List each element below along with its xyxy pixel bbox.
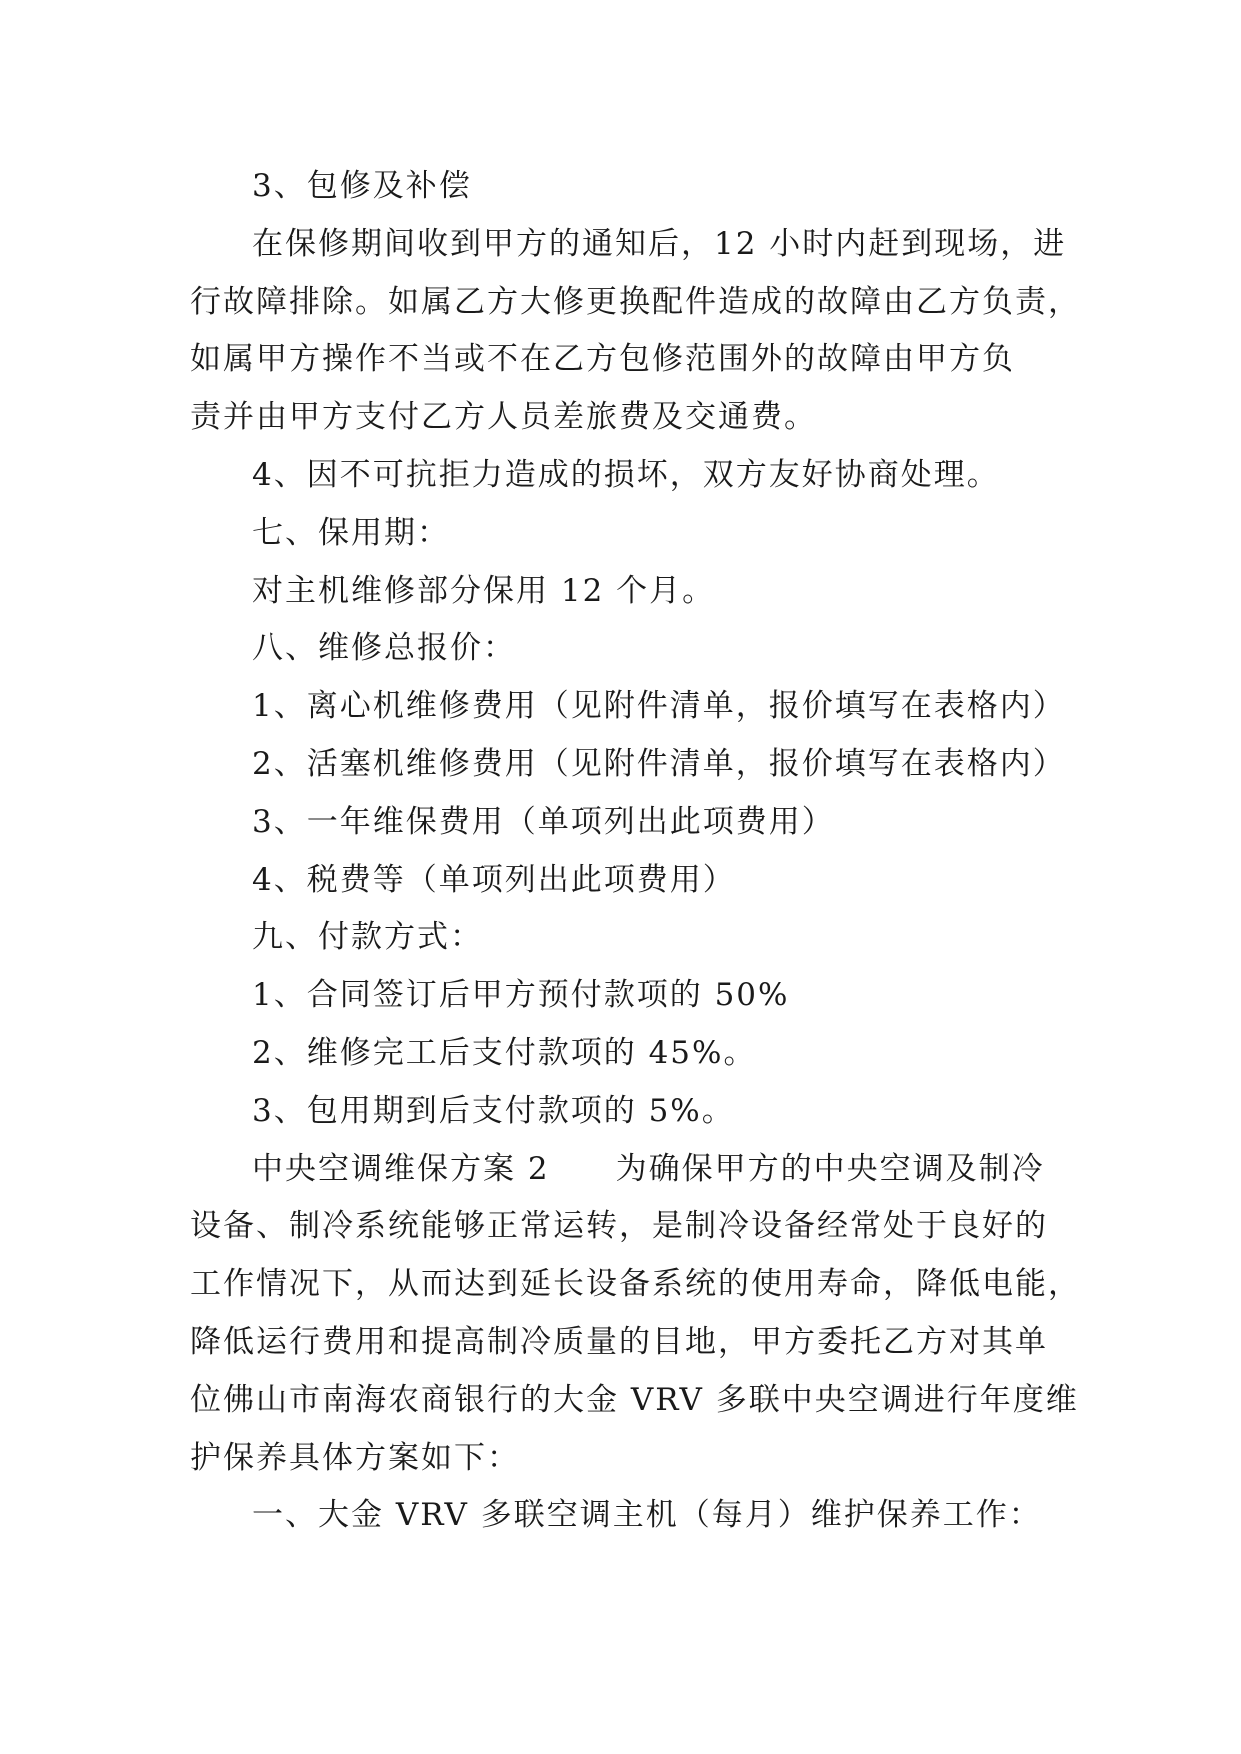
text-line: 如属甲方操作不当或不在乙方包修范围外的故障由甲方负 [190, 341, 1015, 378]
text-line: 护保养具体方案如下： [190, 1439, 520, 1476]
text-line: 位佛山市南海农商银行的大金 VRV 多联中央空调进行年度维 [190, 1381, 1079, 1418]
section-heading: 九、付款方式： [252, 919, 483, 956]
text-line: 降低运行费用和提高制冷质量的目地，甲方委托乙方对其单 [190, 1323, 1048, 1360]
list-item: 3、一年维保费用（单项列出此项费用） [252, 803, 835, 840]
list-item: 3、包用期到后支付款项的 5%。 [252, 1092, 735, 1129]
text-line: 责并由甲方支付乙方人员差旅费及交通费。 [190, 399, 817, 436]
text-line: 在保修期间收到甲方的通知后，12 小时内赶到现场，进 [252, 225, 1067, 262]
list-item: 2、活塞机维修费用（见附件清单，报价填写在表格内） [252, 745, 1066, 782]
list-item: 2、维修完工后支付款项的 45%。 [252, 1034, 757, 1071]
list-item: 4、税费等（单项列出此项费用） [252, 861, 736, 898]
text-line: 对主机维修部分保用 12 个月。 [252, 572, 716, 609]
section-heading: 七、保用期： [252, 514, 450, 551]
list-item: 1、离心机维修费用（见附件清单，报价填写在表格内） [252, 688, 1066, 725]
text-line: 行故障排除。如属乙方大修更换配件造成的故障由乙方负责， [190, 283, 1081, 320]
document-body [190, 158, 1090, 1545]
list-item: 1、合同签订后甲方预付款项的 50% [252, 977, 790, 1014]
section-heading: 八、维修总报价： [252, 630, 516, 667]
text-line: 设备、制冷系统能够正常运转，是制冷设备经常处于良好的 [190, 1208, 1048, 1245]
text-line: 4、因不可抗拒力造成的损坏，双方友好协商处理。 [252, 456, 1000, 493]
text-line: 中央空调维保方案 2 为确保甲方的中央空调及制冷 [252, 1150, 1045, 1187]
text-line: 3、包修及补偿 [252, 168, 472, 204]
text-line: 工作情况下，从而达到延长设备系统的使用寿命，降低电能， [190, 1266, 1081, 1303]
section-heading: 一、大金 VRV 多联空调主机（每月）维护保养工作： [252, 1497, 1042, 1534]
